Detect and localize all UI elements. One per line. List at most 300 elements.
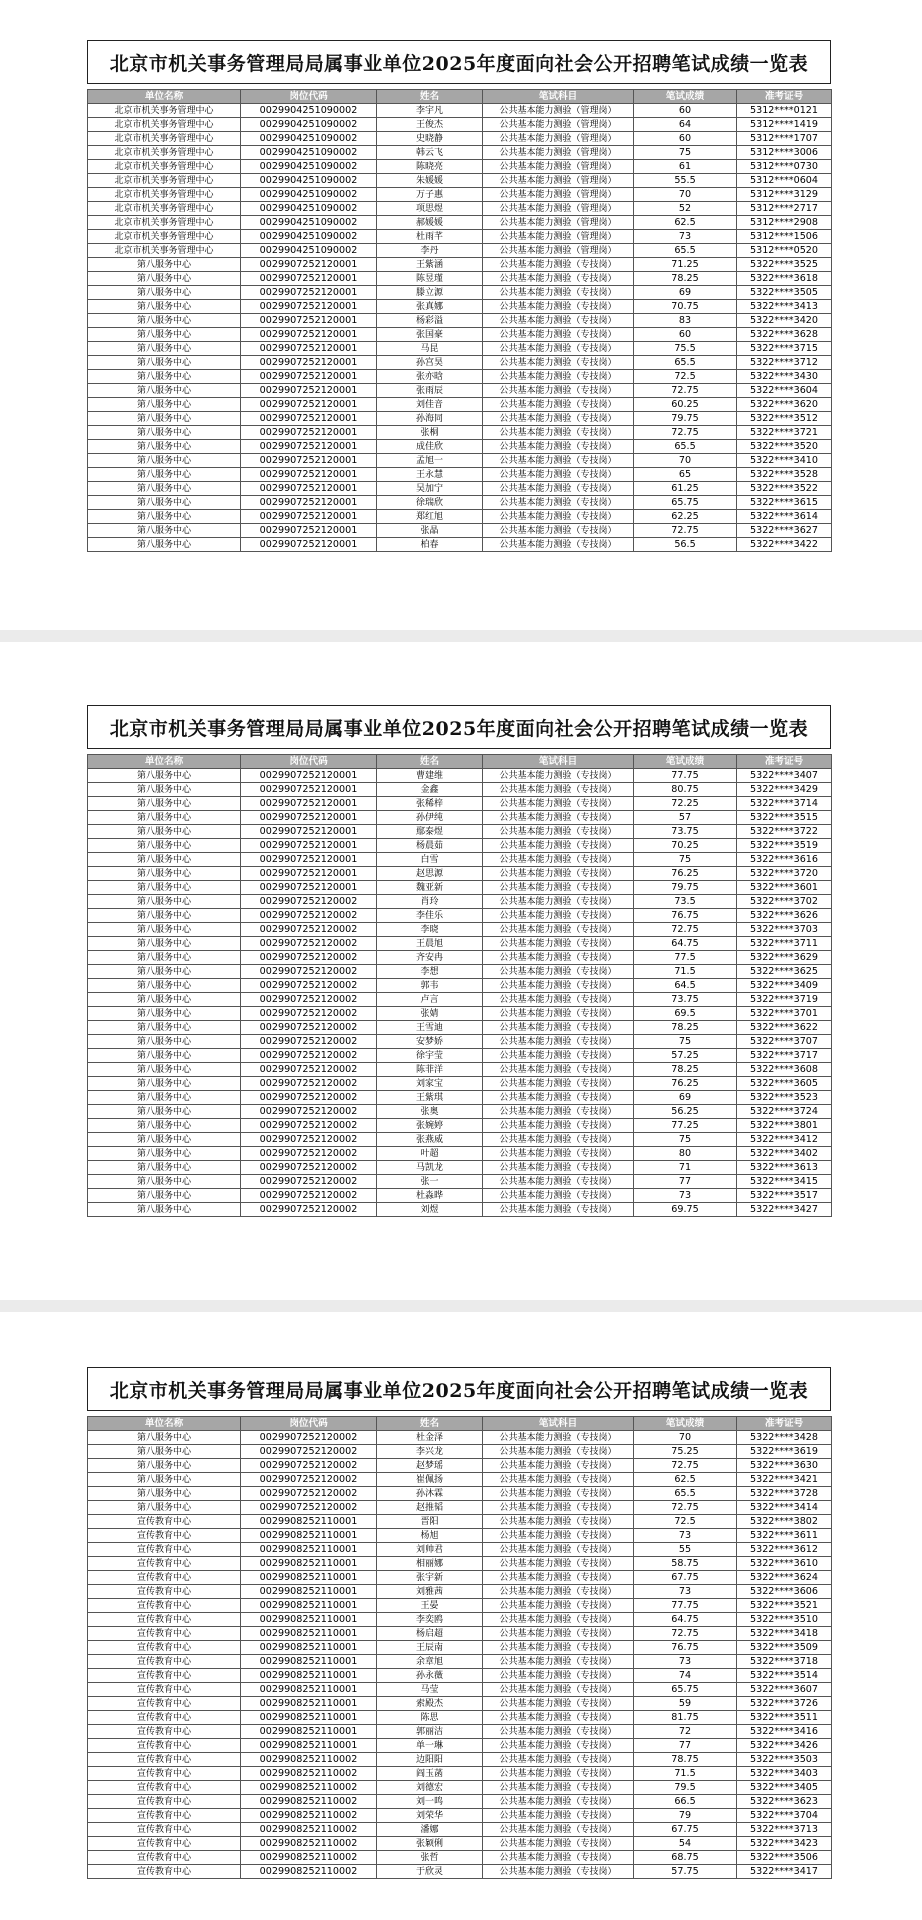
table-row — [88, 1077, 832, 1091]
ticket-number-cell: 5322****3511 — [737, 1711, 832, 1725]
name-cell: 马凯龙 — [377, 1161, 483, 1175]
name-cell: 陈思 — [377, 1711, 483, 1725]
name-cell: 孙永薇 — [377, 1669, 483, 1683]
name-cell: 吴加宁 — [377, 482, 483, 496]
table-row — [88, 923, 832, 937]
unit-name-cell: 宣传教育中心 — [88, 1851, 241, 1865]
score-cell: 77.75 — [634, 769, 737, 783]
exam-subject-cell: 公共基本能力测验（专技岗） — [483, 1459, 634, 1473]
unit-name-cell: 第八服务中心 — [88, 314, 241, 328]
position-code-cell: 0029908252110001 — [241, 1515, 377, 1529]
table-row — [88, 496, 832, 510]
table-row — [88, 188, 832, 202]
header-name: 姓名 — [377, 1417, 483, 1431]
table-row — [88, 1809, 832, 1823]
name-cell: 李兴龙 — [377, 1445, 483, 1459]
unit-name-cell: 第八服务中心 — [88, 1049, 241, 1063]
score-cell: 73 — [634, 1189, 737, 1203]
unit-name-cell: 第八服务中心 — [88, 1063, 241, 1077]
exam-subject-cell: 公共基本能力测验（专技岗） — [483, 1021, 634, 1035]
table-row — [88, 1501, 832, 1515]
ticket-number-cell: 5322****3629 — [737, 951, 832, 965]
table-row — [88, 797, 832, 811]
ticket-number-cell: 5322****3721 — [737, 426, 832, 440]
exam-subject-cell: 公共基本能力测验（管理岗） — [483, 202, 634, 216]
position-code-cell: 0029907252120001 — [241, 839, 377, 853]
score-cell: 72.75 — [634, 923, 737, 937]
position-code-cell: 0029904251090002 — [241, 230, 377, 244]
ticket-number-cell: 5322****3713 — [737, 1823, 832, 1837]
score-cell: 68.75 — [634, 1851, 737, 1865]
exam-subject-cell: 公共基本能力测验（专技岗） — [483, 1851, 634, 1865]
table-header-row — [88, 90, 832, 104]
table-row — [88, 895, 832, 909]
ticket-number-cell: 5322****3714 — [737, 797, 832, 811]
name-cell: 杨启超 — [377, 1627, 483, 1641]
ticket-number-cell: 5322****3618 — [737, 272, 832, 286]
exam-subject-cell: 公共基本能力测验（专技岗） — [483, 314, 634, 328]
name-cell: 赵推韬 — [377, 1501, 483, 1515]
ticket-number-cell: 5322****3510 — [737, 1613, 832, 1627]
ticket-number-cell: 5312****3006 — [737, 146, 832, 160]
position-code-cell: 0029907252120002 — [241, 1147, 377, 1161]
position-code-cell: 0029904251090002 — [241, 202, 377, 216]
position-code-cell: 0029907252120001 — [241, 496, 377, 510]
position-code-cell: 0029907252120002 — [241, 1161, 377, 1175]
score-cell: 60 — [634, 104, 737, 118]
unit-name-cell: 第八服务中心 — [88, 1501, 241, 1515]
name-cell: 李晓 — [377, 923, 483, 937]
ticket-number-cell: 5322****3405 — [737, 1781, 832, 1795]
ticket-number-cell: 5322****3412 — [737, 1133, 832, 1147]
score-cell: 70.75 — [634, 300, 737, 314]
ticket-number-cell: 5322****3601 — [737, 881, 832, 895]
unit-name-cell: 第八服务中心 — [88, 881, 241, 895]
position-code-cell: 0029907252120002 — [241, 979, 377, 993]
ticket-number-cell: 5322****3717 — [737, 1049, 832, 1063]
position-code-cell: 0029907252120001 — [241, 538, 377, 552]
unit-name-cell: 宣传教育中心 — [88, 1515, 241, 1529]
exam-subject-cell: 公共基本能力测验（管理岗） — [483, 174, 634, 188]
table-row — [88, 454, 832, 468]
table-row — [88, 993, 832, 1007]
table-row — [88, 1711, 832, 1725]
position-code-cell: 0029904251090002 — [241, 188, 377, 202]
position-code-cell: 0029907252120002 — [241, 1175, 377, 1189]
unit-name-cell: 宣传教育中心 — [88, 1837, 241, 1851]
header-name: 姓名 — [377, 755, 483, 769]
ticket-number-cell: 5312****0604 — [737, 174, 832, 188]
table-row — [88, 384, 832, 398]
table-row — [88, 272, 832, 286]
unit-name-cell: 第八服务中心 — [88, 1175, 241, 1189]
table-row — [88, 1487, 832, 1501]
unit-name-cell: 宣传教育中心 — [88, 1655, 241, 1669]
score-cell: 72 — [634, 1725, 737, 1739]
exam-subject-cell: 公共基本能力测验（专技岗） — [483, 993, 634, 1007]
position-code-cell: 0029908252110002 — [241, 1781, 377, 1795]
position-code-cell: 0029904251090002 — [241, 174, 377, 188]
score-sheet-page-3 — [0, 1312, 922, 1920]
name-cell: 王雪迪 — [377, 1021, 483, 1035]
exam-subject-cell: 公共基本能力测验（专技岗） — [483, 1147, 634, 1161]
position-code-cell: 0029908252110002 — [241, 1795, 377, 1809]
ticket-number-cell: 5322****3517 — [737, 1189, 832, 1203]
name-cell: 赵梦瑶 — [377, 1459, 483, 1473]
header-position-code: 岗位代码 — [241, 90, 377, 104]
ticket-number-cell: 5322****3426 — [737, 1739, 832, 1753]
name-cell: 孙宫昊 — [377, 356, 483, 370]
ticket-number-cell: 5322****3703 — [737, 923, 832, 937]
name-cell: 曹建维 — [377, 769, 483, 783]
name-cell: 李佳乐 — [377, 909, 483, 923]
name-cell: 马昆 — [377, 342, 483, 356]
score-cell: 54 — [634, 1837, 737, 1851]
unit-name-cell: 第八服务中心 — [88, 1133, 241, 1147]
table-row — [88, 1837, 832, 1851]
score-cell: 80.75 — [634, 783, 737, 797]
position-code-cell: 0029908252110001 — [241, 1711, 377, 1725]
score-cell: 80 — [634, 1147, 737, 1161]
position-code-cell: 0029908252110002 — [241, 1767, 377, 1781]
name-cell: 郑红旭 — [377, 510, 483, 524]
ticket-number-cell: 5322****3422 — [737, 538, 832, 552]
exam-subject-cell: 公共基本能力测验（专技岗） — [483, 1585, 634, 1599]
table-row — [88, 853, 832, 867]
exam-subject-cell: 公共基本能力测验（专技岗） — [483, 1175, 634, 1189]
exam-subject-cell: 公共基本能力测验（专技岗） — [483, 328, 634, 342]
table-row — [88, 951, 832, 965]
table-row — [88, 412, 832, 426]
name-cell: 晋阳 — [377, 1515, 483, 1529]
unit-name-cell: 第八服务中心 — [88, 923, 241, 937]
exam-subject-cell: 公共基本能力测验（专技岗） — [483, 1865, 634, 1879]
table-row — [88, 1781, 832, 1795]
header-name: 姓名 — [377, 90, 483, 104]
ticket-number-cell: 5322****3616 — [737, 853, 832, 867]
name-cell: 杨晨茹 — [377, 839, 483, 853]
ticket-number-cell: 5322****3605 — [737, 1077, 832, 1091]
unit-name-cell: 宣传教育中心 — [88, 1809, 241, 1823]
name-cell: 滕立源 — [377, 286, 483, 300]
position-code-cell: 0029908252110002 — [241, 1823, 377, 1837]
exam-subject-cell: 公共基本能力测验（专技岗） — [483, 1781, 634, 1795]
header-ticket-number: 准考证号 — [737, 1417, 832, 1431]
unit-name-cell: 北京市机关事务管理中心 — [88, 202, 241, 216]
table-row — [88, 1203, 832, 1217]
exam-subject-cell: 公共基本能力测验（专技岗） — [483, 1487, 634, 1501]
exam-subject-cell: 公共基本能力测验（专技岗） — [483, 853, 634, 867]
table-row — [88, 1669, 832, 1683]
name-cell: 张哲 — [377, 1851, 483, 1865]
unit-name-cell: 第八服务中心 — [88, 328, 241, 342]
score-cell: 73 — [634, 1529, 737, 1543]
unit-name-cell: 第八服务中心 — [88, 867, 241, 881]
score-cell: 55.5 — [634, 174, 737, 188]
score-cell: 75.25 — [634, 1445, 737, 1459]
score-cell: 78.75 — [634, 1753, 737, 1767]
position-code-cell: 0029904251090002 — [241, 216, 377, 230]
table-row — [88, 538, 832, 552]
position-code-cell: 0029904251090002 — [241, 104, 377, 118]
exam-subject-cell: 公共基本能力测验（专技岗） — [483, 1753, 634, 1767]
name-cell: 徐宇莹 — [377, 1049, 483, 1063]
ticket-number-cell: 5322****3726 — [737, 1697, 832, 1711]
position-code-cell: 0029907252120001 — [241, 468, 377, 482]
exam-subject-cell: 公共基本能力测验（专技岗） — [483, 1049, 634, 1063]
unit-name-cell: 第八服务中心 — [88, 1119, 241, 1133]
score-cell: 52 — [634, 202, 737, 216]
exam-subject-cell: 公共基本能力测验（管理岗） — [483, 146, 634, 160]
table-row — [88, 867, 832, 881]
ticket-number-cell: 5322****3423 — [737, 1837, 832, 1851]
unit-name-cell: 第八服务中心 — [88, 272, 241, 286]
position-code-cell: 0029907252120001 — [241, 783, 377, 797]
name-cell: 徐瑞欣 — [377, 496, 483, 510]
header-score: 笔试成绩 — [634, 755, 737, 769]
table-row — [88, 104, 832, 118]
name-cell: 成佳欣 — [377, 440, 483, 454]
ticket-number-cell: 5312****1707 — [737, 132, 832, 146]
exam-subject-cell: 公共基本能力测验（专技岗） — [483, 1739, 634, 1753]
position-code-cell: 0029907252120002 — [241, 1063, 377, 1077]
ticket-number-cell: 5322****3722 — [737, 825, 832, 839]
unit-name-cell: 第八服务中心 — [88, 811, 241, 825]
table-row — [88, 1175, 832, 1189]
position-code-cell: 0029907252120001 — [241, 524, 377, 538]
ticket-number-cell: 5322****3521 — [737, 1599, 832, 1613]
exam-subject-cell: 公共基本能力测验（专技岗） — [483, 839, 634, 853]
ticket-number-cell: 5322****3503 — [737, 1753, 832, 1767]
score-cell: 78.25 — [634, 1063, 737, 1077]
table-header-row — [88, 755, 832, 769]
position-code-cell: 0029907252120002 — [241, 1133, 377, 1147]
unit-name-cell: 第八服务中心 — [88, 300, 241, 314]
unit-name-cell: 第八服务中心 — [88, 951, 241, 965]
position-code-cell: 0029908252110002 — [241, 1809, 377, 1823]
unit-name-cell: 第八服务中心 — [88, 1161, 241, 1175]
score-cell: 71.5 — [634, 965, 737, 979]
score-cell: 72.75 — [634, 524, 737, 538]
ticket-number-cell: 5312****0121 — [737, 104, 832, 118]
position-code-cell: 0029908252110001 — [241, 1613, 377, 1627]
unit-name-cell: 宣传教育中心 — [88, 1543, 241, 1557]
score-cell: 57 — [634, 811, 737, 825]
table-row — [88, 1473, 832, 1487]
name-cell: 刘德宏 — [377, 1781, 483, 1795]
unit-name-cell: 第八服务中心 — [88, 454, 241, 468]
position-code-cell: 0029907252120002 — [241, 1189, 377, 1203]
position-code-cell: 0029907252120001 — [241, 853, 377, 867]
unit-name-cell: 第八服务中心 — [88, 1445, 241, 1459]
position-code-cell: 0029907252120001 — [241, 867, 377, 881]
exam-subject-cell: 公共基本能力测验（专技岗） — [483, 510, 634, 524]
name-cell: 潘娜 — [377, 1823, 483, 1837]
unit-name-cell: 第八服务中心 — [88, 1459, 241, 1473]
name-cell: 卢言 — [377, 993, 483, 1007]
score-sheet-page-1 — [0, 0, 922, 630]
name-cell: 孙沐霖 — [377, 1487, 483, 1501]
score-cell: 75 — [634, 853, 737, 867]
table-row — [88, 216, 832, 230]
exam-subject-cell: 公共基本能力测验（专技岗） — [483, 1063, 634, 1077]
table-row — [88, 909, 832, 923]
unit-name-cell: 北京市机关事务管理中心 — [88, 188, 241, 202]
unit-name-cell: 第八服务中心 — [88, 1487, 241, 1501]
exam-subject-cell: 公共基本能力测验（专技岗） — [483, 909, 634, 923]
position-code-cell: 0029907252120001 — [241, 482, 377, 496]
ticket-number-cell: 5322****3525 — [737, 258, 832, 272]
score-cell: 76.75 — [634, 909, 737, 923]
score-cell: 73 — [634, 230, 737, 244]
exam-subject-cell: 公共基本能力测验（专技岗） — [483, 1119, 634, 1133]
table-row — [88, 979, 832, 993]
exam-subject-cell: 公共基本能力测验（专技岗） — [483, 797, 634, 811]
position-code-cell: 0029908252110001 — [241, 1655, 377, 1669]
name-cell: 肖玲 — [377, 895, 483, 909]
name-cell: 张雨辰 — [377, 384, 483, 398]
score-table — [87, 754, 832, 1217]
score-cell: 73.75 — [634, 825, 737, 839]
ticket-number-cell: 5322****3615 — [737, 496, 832, 510]
ticket-number-cell: 5312****2908 — [737, 216, 832, 230]
unit-name-cell: 宣传教育中心 — [88, 1823, 241, 1837]
name-cell: 阎玉菡 — [377, 1767, 483, 1781]
name-cell: 刘荣华 — [377, 1809, 483, 1823]
exam-subject-cell: 公共基本能力测验（专技岗） — [483, 965, 634, 979]
header-score: 笔试成绩 — [634, 1417, 737, 1431]
table-row — [88, 524, 832, 538]
unit-name-cell: 北京市机关事务管理中心 — [88, 132, 241, 146]
unit-name-cell: 第八服务中心 — [88, 412, 241, 426]
score-cell: 69.75 — [634, 1203, 737, 1217]
position-code-cell: 0029908252110001 — [241, 1739, 377, 1753]
table-row — [88, 202, 832, 216]
exam-subject-cell: 公共基本能力测验（专技岗） — [483, 1711, 634, 1725]
position-code-cell: 0029907252120002 — [241, 1431, 377, 1445]
table-row — [88, 370, 832, 384]
name-cell: 刘雅茜 — [377, 1585, 483, 1599]
score-cell: 56.5 — [634, 538, 737, 552]
name-cell: 杜淼晔 — [377, 1189, 483, 1203]
table-row — [88, 1627, 832, 1641]
score-cell: 77 — [634, 1739, 737, 1753]
exam-subject-cell: 公共基本能力测验（专技岗） — [483, 1683, 634, 1697]
position-code-cell: 0029907252120002 — [241, 937, 377, 951]
position-code-cell: 0029908252110002 — [241, 1851, 377, 1865]
unit-name-cell: 第八服务中心 — [88, 1473, 241, 1487]
ticket-number-cell: 5322****3515 — [737, 811, 832, 825]
score-cell: 61 — [634, 160, 737, 174]
table-header-row — [88, 1417, 832, 1431]
position-code-cell: 0029908252110001 — [241, 1669, 377, 1683]
unit-name-cell: 第八服务中心 — [88, 398, 241, 412]
exam-subject-cell: 公共基本能力测验（专技岗） — [483, 1007, 634, 1021]
score-cell: 77.75 — [634, 1599, 737, 1613]
table-row — [88, 1147, 832, 1161]
unit-name-cell: 第八服务中心 — [88, 797, 241, 811]
name-cell: 于欣灵 — [377, 1865, 483, 1879]
unit-name-cell: 宣传教育中心 — [88, 1683, 241, 1697]
table-row — [88, 769, 832, 783]
ticket-number-cell: 5312****1506 — [737, 230, 832, 244]
score-cell: 77.5 — [634, 951, 737, 965]
score-cell: 71 — [634, 1161, 737, 1175]
position-code-cell: 0029908252110002 — [241, 1865, 377, 1879]
position-code-cell: 0029907252120001 — [241, 272, 377, 286]
unit-name-cell: 北京市机关事务管理中心 — [88, 160, 241, 174]
page-title: 北京市机关事务管理局局属事业单位2025年度面向社会公开招聘笔试成绩一览表 — [87, 40, 831, 84]
score-cell: 76.75 — [634, 1641, 737, 1655]
exam-subject-cell: 公共基本能力测验（专技岗） — [483, 1515, 634, 1529]
name-cell: 崔佩扬 — [377, 1473, 483, 1487]
ticket-number-cell: 5322****3430 — [737, 370, 832, 384]
ticket-number-cell: 5322****3418 — [737, 1627, 832, 1641]
score-cell: 70 — [634, 188, 737, 202]
position-code-cell: 0029907252120002 — [241, 895, 377, 909]
exam-subject-cell: 公共基本能力测验（专技岗） — [483, 1641, 634, 1655]
table-row — [88, 426, 832, 440]
position-code-cell: 0029904251090002 — [241, 118, 377, 132]
table-row — [88, 510, 832, 524]
unit-name-cell: 宣传教育中心 — [88, 1753, 241, 1767]
ticket-number-cell: 5322****3610 — [737, 1557, 832, 1571]
score-cell: 65.5 — [634, 356, 737, 370]
ticket-number-cell: 5322****3410 — [737, 454, 832, 468]
ticket-number-cell: 5322****3428 — [737, 1431, 832, 1445]
exam-subject-cell: 公共基本能力测验（专技岗） — [483, 1077, 634, 1091]
name-cell: 杨旭 — [377, 1529, 483, 1543]
ticket-number-cell: 5322****3409 — [737, 979, 832, 993]
table-row — [88, 286, 832, 300]
table-row — [88, 1823, 832, 1837]
exam-subject-cell: 公共基本能力测验（专技岗） — [483, 1529, 634, 1543]
score-cell: 58.75 — [634, 1557, 737, 1571]
name-cell: 张稀梓 — [377, 797, 483, 811]
position-code-cell: 0029907252120001 — [241, 440, 377, 454]
name-cell: 杜雨芊 — [377, 230, 483, 244]
exam-subject-cell: 公共基本能力测验（专技岗） — [483, 1501, 634, 1515]
unit-name-cell: 第八服务中心 — [88, 1189, 241, 1203]
table-row — [88, 1865, 832, 1879]
score-cell: 72.75 — [634, 384, 737, 398]
ticket-number-cell: 5322****3707 — [737, 1035, 832, 1049]
score-cell: 79.5 — [634, 1781, 737, 1795]
exam-subject-cell: 公共基本能力测验（专技岗） — [483, 286, 634, 300]
unit-name-cell: 第八服务中心 — [88, 482, 241, 496]
name-cell: 孙海同 — [377, 412, 483, 426]
table-row — [88, 839, 832, 853]
exam-subject-cell: 公共基本能力测验（专技岗） — [483, 1035, 634, 1049]
table-row — [88, 1035, 832, 1049]
header-position-code: 岗位代码 — [241, 1417, 377, 1431]
position-code-cell: 0029907252120002 — [241, 965, 377, 979]
ticket-number-cell: 5322****3718 — [737, 1655, 832, 1669]
table-row — [88, 314, 832, 328]
position-code-cell: 0029907252120002 — [241, 1091, 377, 1105]
name-cell: 魏亚新 — [377, 881, 483, 895]
exam-subject-cell: 公共基本能力测验（专技岗） — [483, 1557, 634, 1571]
score-cell: 67.75 — [634, 1823, 737, 1837]
unit-name-cell: 第八服务中心 — [88, 853, 241, 867]
table-row — [88, 1641, 832, 1655]
score-table — [87, 1416, 832, 1879]
ticket-number-cell: 5322****3623 — [737, 1795, 832, 1809]
name-cell: 刘佳音 — [377, 398, 483, 412]
ticket-number-cell: 5322****3630 — [737, 1459, 832, 1473]
position-code-cell: 0029907252120001 — [241, 881, 377, 895]
table-row — [88, 1161, 832, 1175]
